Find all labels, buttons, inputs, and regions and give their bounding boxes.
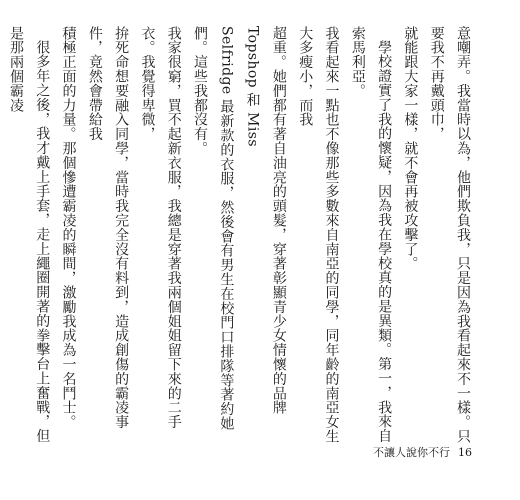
text-column: 學校證實了我的懷疑，因為我在學校真的是異類。第一，我來自索馬利亞。 [349, 26, 393, 444]
text-column: 拚死命想要融入同學，當時我完全沒有料到，造成創傷的霸凌事件，竟然會帶給我 [86, 26, 130, 430]
body-text [0, 26, 476, 448]
text-column: 很多年之後，我才戴上手套，走上繩圈開著的拳擊台上奮戰，但是那兩個霸凌 [7, 26, 51, 444]
text-column [0, 26, 3, 448]
text-column: 就能跟大家一樣，就不會再被攻擊了。 [402, 26, 419, 271]
text-column: 積極正面的力量。那個慘遭霸凌的瞬間，激勵我成為一名鬥士。 [60, 26, 77, 430]
text-column: 我家很窮，買不起新衣服，我總是穿著我兩個姐姐留下來的二手衣。我覺得卑微， [139, 26, 182, 430]
page-footer [373, 444, 472, 460]
page-number: 16 [458, 446, 472, 459]
text-column: Selfridge 最新款的衣服，然後會有男生在校門口排隊等著約她們。這些我都沒有。 [192, 26, 235, 431]
text-column: 意嘲弄。我當時以為，他們欺負我，只是因為我看起來不一樣。只要我不再戴頭巾， [428, 26, 471, 444]
text-column: 超重。她們都有著自油亮的頭髮，穿著彰顯青少女情懷的品牌 Topshop 和 Miss [244, 26, 287, 415]
text-column: 我看起來一點也不像那些多數來自南亞的同學，同年齡的南亞女生大多瘦小，而我 [297, 26, 340, 444]
running-title: 不讓人說你不行 [373, 446, 450, 459]
